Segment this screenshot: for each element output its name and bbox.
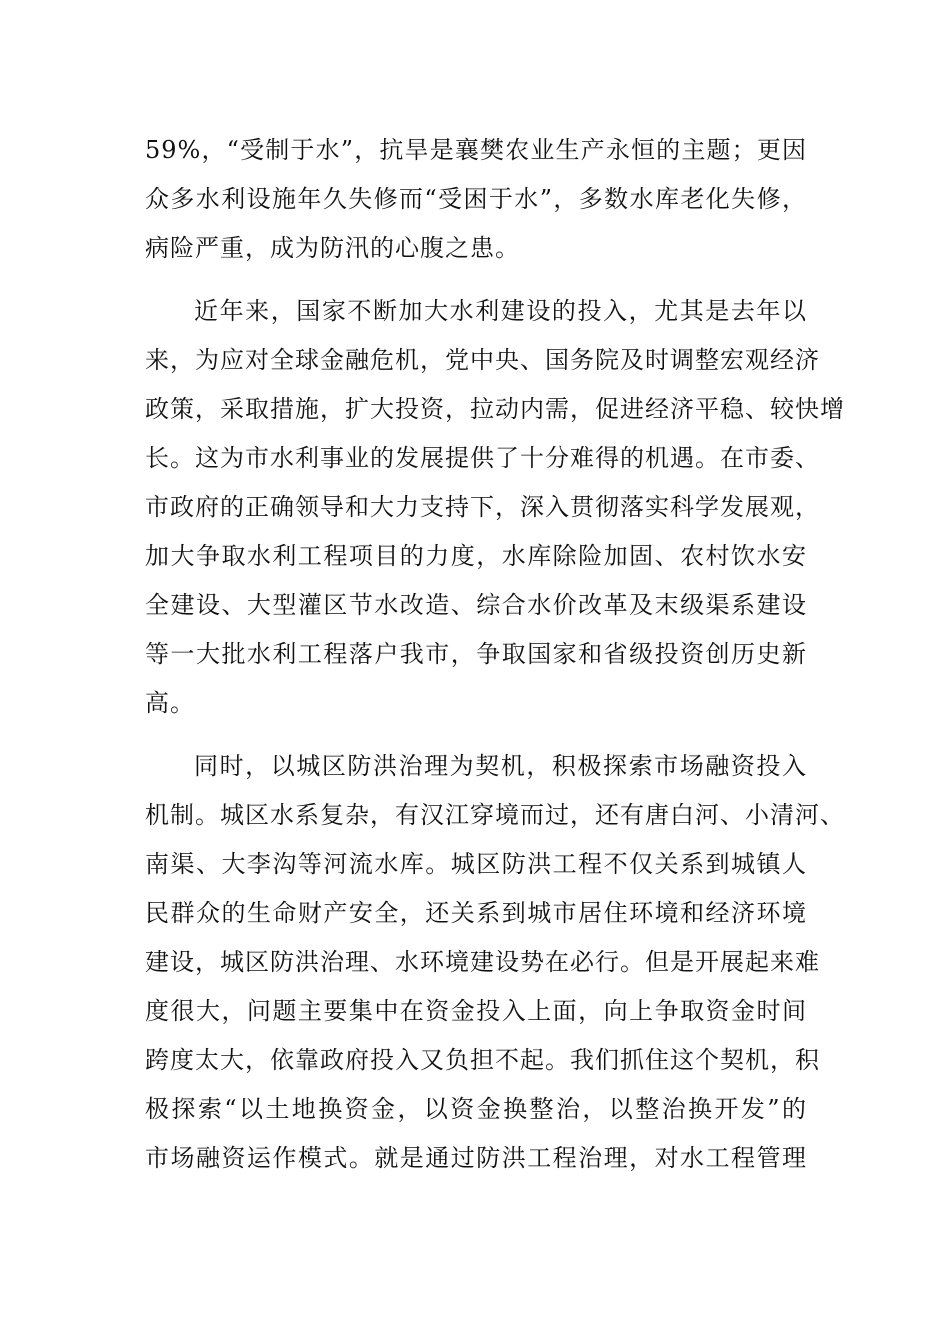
text-line: 建设，城区防洪治理、水环境建设势在必行。但是开展起来难 [145, 948, 820, 976]
text-line: 市政府的正确领导和大力支持下，深入贯彻落实科学发展观， [145, 493, 820, 521]
text-line: 等一大批水利工程落户我市，争取国家和省级投资创历史新 [145, 640, 807, 668]
text-line: 机制。城区水系复杂，有汉江穿境而过，还有唐白河、小清河、 [145, 801, 845, 829]
text-line: 政策，采取措施，扩大投资，拉动内需，促进经济平稳、较快增 [145, 395, 845, 423]
text-line: 同时，以城区防洪治理为契机，积极探索市场融资投入 [194, 752, 807, 780]
text-line: 市场融资运作模式。就是通过防洪工程治理，对水工程管理 [145, 1144, 807, 1172]
text-line: 长。这为市水利事业的发展提供了十分难得的机遇。在市委、 [145, 444, 820, 472]
text-line: 南渠、大李沟等河流水库。城区防洪工程不仅关系到城镇人 [145, 850, 807, 878]
text-line: 民群众的生命财产安全，还关系到城市居住环境和经济环境 [145, 899, 807, 927]
paragraph-1 [145, 126, 807, 273]
text-line: 全建设、大型灌区节水改造、综合水价改革及末级渠系建设 [145, 591, 807, 619]
text-line: 众多水利设施年久失修而“受困于水”，多数水库老化失修， [145, 185, 807, 213]
text-line: 极探索“以土地换资金，以资金换整治，以整治换开发”的 [145, 1095, 807, 1123]
document-body [145, 126, 845, 1183]
text-line: 近年来，国家不断加大水利建设的投入，尤其是去年以 [194, 297, 807, 325]
text-line: 跨度太大，依靠政府投入又负担不起。我们抓住这个契机，积 [145, 1046, 820, 1074]
text-line: 加大争取水利工程项目的力度，水库除险加固、农村饮水安 [145, 542, 807, 570]
text-line: 病险严重，成为防汛的心腹之患。 [145, 234, 520, 262]
text-line: 59%，“受制于水”，抗旱是襄樊农业生产永恒的主题；更因 [145, 136, 807, 164]
text-line: 高。 [145, 689, 195, 717]
text-line: 度很大，问题主要集中在资金投入上面，向上争取资金时间 [145, 997, 807, 1025]
paragraph-2 [145, 287, 845, 728]
paragraph-3 [145, 742, 845, 1183]
text-line: 来，为应对全球金融危机，党中央、国务院及时调整宏观经济 [145, 346, 820, 374]
